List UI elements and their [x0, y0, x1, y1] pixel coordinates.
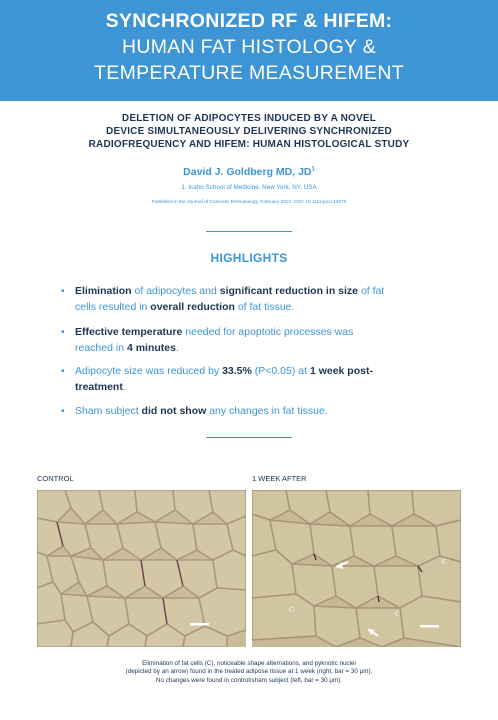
highlight-text: Elimination of adipocytes and significant reduction in size of fat cells resulted in overall reduction of fat tissue. — [75, 285, 385, 313]
highlight-item — [61, 404, 436, 420]
header-title-line1: SYNCHRONIZED RF & HIFEM: — [105, 10, 393, 32]
after-histology-image — [252, 490, 461, 647]
divider-bottom — [206, 437, 292, 438]
author-name — [0, 166, 498, 178]
highlight-text: Effective temperature needed for apoptotic processes was reached in 4 minutes. — [75, 326, 354, 354]
cell-marker: C — [395, 610, 400, 618]
highlights-heading: HIGHLIGHTS — [210, 251, 288, 265]
header-title-line3: TEMPERATURE MEASUREMENT — [94, 62, 404, 84]
cell-marker: C — [289, 606, 294, 614]
cell-marker: C — [442, 558, 447, 566]
highlight-item — [61, 325, 436, 356]
divider-top — [206, 231, 292, 232]
caption-line2: (depicted by an arrow) found in the treated adipose tissue at 1 week (right, bar = 30 µm). — [125, 668, 373, 676]
figure-caption — [0, 660, 498, 685]
highlight-text: Sham subject did not show any changes in fat tissue. — [75, 405, 328, 417]
after-label: 1 WEEK AFTER — [252, 474, 307, 483]
bullet-dot: • — [61, 326, 65, 338]
caption-line1: Elimination of fat cells (C), noticeable shape alternations, and pyknotic nuclei — [142, 660, 356, 667]
highlight-item — [61, 364, 436, 395]
control-histology-image — [37, 490, 246, 647]
caption-line3: No changes were found in control/sham subject (left, bar = 30 µm). — [155, 676, 343, 684]
highlight-text: Adipocyte size was reduced by 33.5% (P<0.05) at 1 week post- treatment. — [75, 365, 373, 393]
bullet-dot: • — [61, 285, 65, 297]
affiliation: 1. Icahn School of Medicine, New York, NY, USA — [181, 184, 317, 191]
author-text: David J. Goldberg MD, JD — [183, 166, 312, 178]
paper-title-line1: DELETION OF ADIPOCYTES INDUCED BY A NOVEL — [121, 113, 377, 124]
paper-title-line3: RADIOFREQUENCY AND HIFEM: HUMAN HISTOLOGICAL STUDY — [88, 139, 410, 150]
paper-title-line2: DEVICE SIMULTANEOUSLY DELIVERING SYNCHRONIZED — [106, 126, 392, 137]
bullet-dot: • — [61, 405, 65, 417]
control-label: CONTROL — [37, 474, 74, 483]
header-banner — [0, 0, 498, 101]
header-title-line2: HUMAN FAT HISTOLOGY & — [121, 36, 377, 58]
publication-note: Published in the Journal of Cosmetic Dermatology, February 2021. DOI: 10.1111/jocd.13970 — [151, 200, 347, 205]
bullet-dot: • — [61, 365, 65, 377]
highlight-item — [61, 284, 436, 315]
author-superscript: 1 — [311, 166, 315, 173]
